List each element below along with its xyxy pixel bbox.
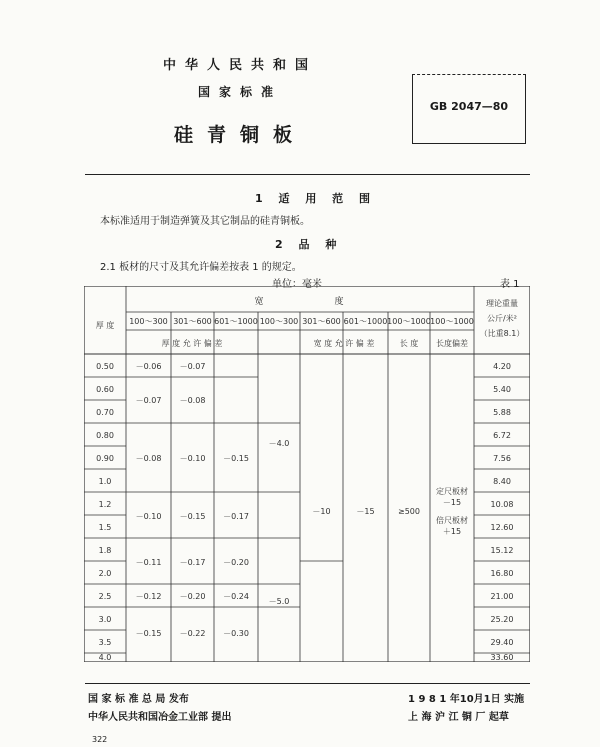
header-width: 宽 [254, 297, 264, 307]
footer-issuer: 国 家 标 准 总 局 发布 [88, 694, 189, 705]
section2-heading: 2 品 种 [275, 238, 343, 251]
footer-proposer: 中华人民共和国冶金工业部 提出 [88, 712, 232, 723]
header-weight-2: 公斤/米² [487, 314, 517, 323]
weight-cell: 4.20 [493, 362, 511, 371]
footer-drafter: 上 海 沪 江 铜 厂 起草 [408, 712, 509, 723]
thickness-cell: 0.60 [96, 385, 114, 394]
header-divider [85, 174, 530, 175]
length-tolerance-line: 定尺板材 [436, 487, 468, 496]
range-col: 100～1000 [430, 317, 474, 326]
table-label: 表 1 [500, 279, 520, 290]
document-title: 硅青铜板 [173, 124, 306, 146]
weight-cell: 29.40 [490, 638, 514, 647]
section1-text: 本标准适用于制造弹簧及其它制品的硅青铜板。 [100, 216, 310, 227]
footer-implementation-date: 1 9 8 1 年10月1日 实施 [408, 694, 525, 705]
thickness-tolerance: －0.08 [179, 396, 206, 405]
range-col: 601～1000 [343, 317, 388, 326]
thickness-tolerance: －0.17 [223, 512, 249, 521]
header-length: 度 [334, 297, 344, 307]
thickness-cell: 1.0 [98, 477, 112, 486]
subheader-length-tolerance: 长度偏差 [436, 339, 468, 348]
dimension-table [84, 286, 530, 662]
range-col: 100～1000 [387, 317, 431, 326]
thickness-cell: 0.90 [96, 454, 114, 463]
thickness-tolerance: －0.07 [135, 396, 162, 405]
thickness-cell: 0.70 [96, 408, 114, 417]
thickness-tolerance: －0.10 [135, 512, 162, 521]
header-national-standard: 国家标准 [197, 85, 282, 99]
section2-clause: 2.1 板材的尺寸及其允许偏差按表 1 的规定。 [100, 262, 302, 273]
weight-cell: 7.56 [493, 454, 511, 463]
header-country: 中华人民共和国 [162, 58, 317, 73]
weight-cell: 21.00 [490, 592, 514, 601]
thickness-cell: 0.80 [96, 431, 114, 440]
subheader-thickness-tolerance: 厚 度 允 许 偏 差 [161, 339, 223, 348]
thickness-tolerance: －0.15 [223, 454, 249, 463]
thickness-cell: 1.5 [98, 523, 112, 532]
width-tolerance: －15 [356, 507, 375, 516]
range-col: 301～600 [302, 317, 341, 326]
header-thickness: 厚 度 [95, 321, 115, 330]
range-col: 301～600 [173, 317, 212, 326]
thickness-tolerance: －0.30 [223, 629, 249, 638]
width-tolerance: －10 [312, 507, 331, 516]
weight-cell: 12.60 [490, 523, 514, 532]
subheader-length: 长 度 [399, 339, 419, 348]
length-tolerance-line: ＋15 [442, 527, 462, 536]
thickness-tolerance: －0.12 [135, 592, 162, 601]
length-tolerance-line: －15 [442, 498, 462, 507]
thickness-tolerance: －0.20 [179, 592, 206, 601]
range-col: 100～300 [259, 317, 299, 326]
width-tolerance: －5.0 [268, 597, 290, 606]
weight-cell: 33.60 [490, 653, 514, 662]
thickness-tolerance: －0.10 [179, 454, 206, 463]
header-weight-1: 理论重量 [486, 299, 518, 308]
thickness-tolerance: －0.22 [179, 629, 206, 638]
weight-cell: 8.40 [493, 477, 511, 486]
weight-cell: 16.80 [490, 569, 514, 578]
thickness-cell: 2.5 [98, 592, 112, 601]
weight-cell: 6.72 [493, 431, 511, 440]
length-value: ≥500 [398, 507, 420, 516]
thickness-tolerance: －0.08 [135, 454, 162, 463]
weight-cell: 10.08 [490, 500, 514, 509]
thickness-cell: 1.8 [98, 546, 112, 555]
thickness-tolerance: －0.20 [223, 558, 249, 567]
thickness-tolerance: －0.17 [179, 558, 206, 567]
thickness-cell: 3.0 [98, 615, 112, 624]
footer-divider [85, 683, 530, 684]
weight-cell: 5.40 [493, 385, 511, 394]
thickness-cell: 1.2 [98, 500, 112, 509]
length-tolerance-line: 倍尺板材 [436, 516, 468, 525]
thickness-cell: 4.0 [98, 653, 112, 662]
thickness-cell: 0.50 [96, 362, 114, 371]
section1-heading: 1 适 用 范 围 [255, 192, 376, 205]
range-col: 601～1000 [214, 317, 258, 326]
thickness-tolerance: －0.15 [179, 512, 206, 521]
weight-cell: 5.88 [493, 408, 511, 417]
thickness-tolerance: －0.11 [135, 558, 162, 567]
thickness-cell: 3.5 [98, 638, 112, 647]
table-unit: 单位：毫米 [272, 279, 322, 290]
width-tolerance: －4.0 [268, 439, 290, 448]
thickness-tolerance: －0.15 [135, 629, 162, 638]
header-weight-3: （比重8.1） [479, 329, 525, 338]
thickness-tolerance: －0.07 [179, 362, 206, 371]
range-col: 100～300 [129, 317, 168, 326]
weight-cell: 25.20 [490, 615, 514, 624]
thickness-tolerance: －0.06 [135, 362, 162, 371]
page-number: 322 [92, 735, 108, 744]
thickness-tolerance: －0.24 [223, 592, 249, 601]
weight-cell: 15.12 [490, 546, 514, 555]
standard-number: GB 2047—80 [429, 100, 509, 113]
subheader-width-tolerance: 宽 度 允 许 偏 差 [313, 339, 375, 348]
thickness-cell: 2.0 [98, 569, 112, 578]
